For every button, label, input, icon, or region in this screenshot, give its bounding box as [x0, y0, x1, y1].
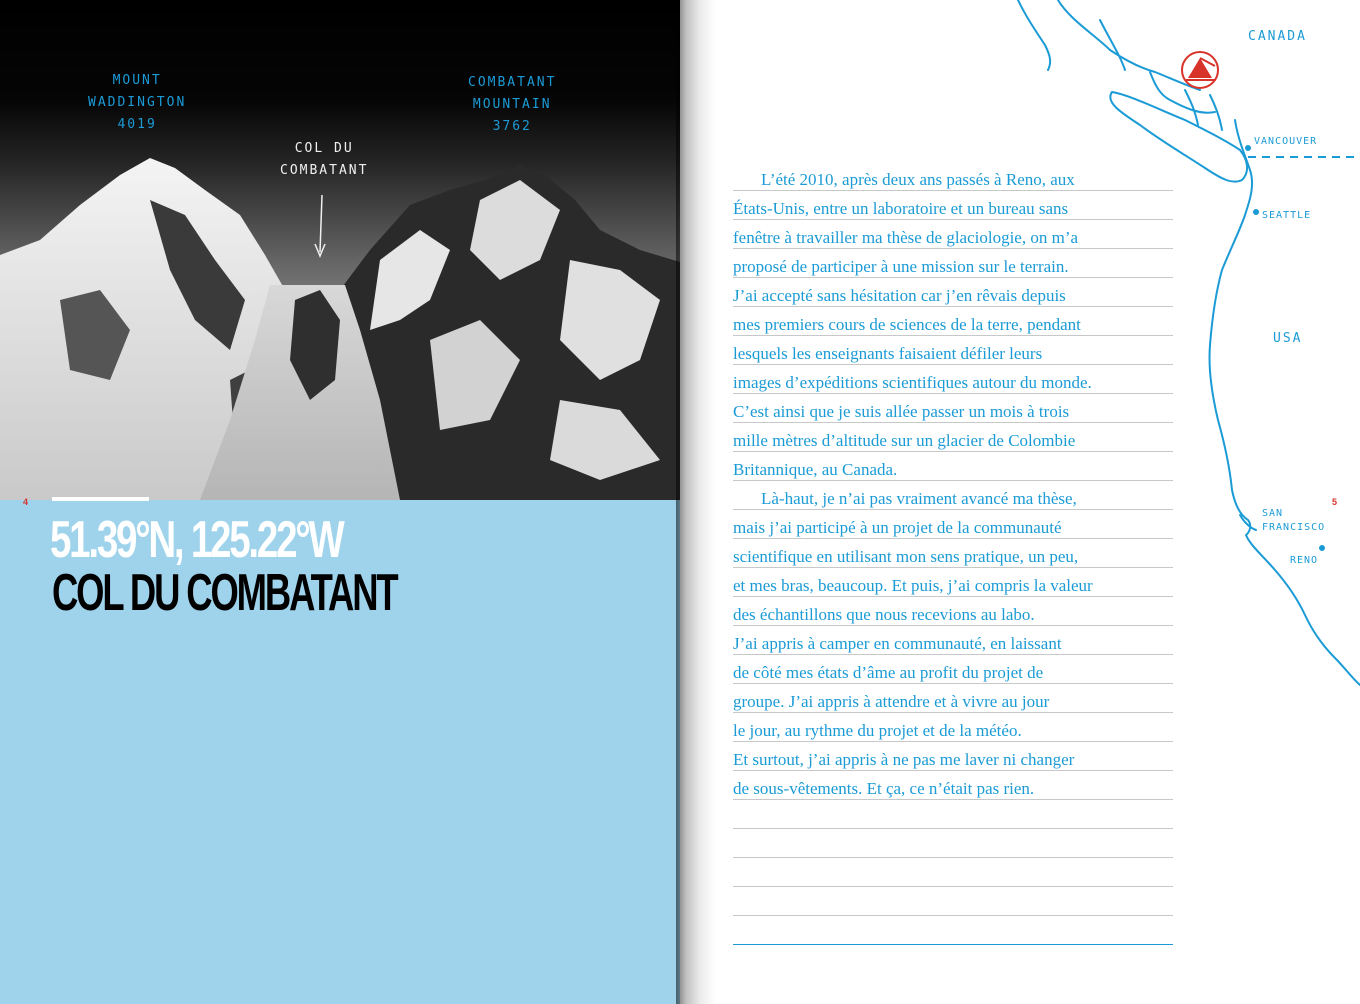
map-label-reno: RENO [1290, 555, 1319, 566]
text-line: C’est ainsi que je suis allée passer un mois à trois [733, 394, 1173, 423]
mountain-photo [0, 0, 680, 500]
page-number-right: 5 [1332, 497, 1338, 507]
text-line: J’ai accepté sans hésitation car j’en rêvais depuis [733, 278, 1173, 307]
coordinates-heading: 51.39°N, 125.22°W [50, 511, 343, 569]
text-line: Là-haut, je n’ai pas vraiment avancé ma thèse, [733, 481, 1173, 510]
label-col-du-combatant: COL DU COMBATANT [280, 141, 369, 178]
text-line: mes premiers cours de sciences de la terre, pendant [733, 307, 1173, 336]
text-line: de sous-vêtements. Et ça, ce n’était pas rien. [733, 771, 1173, 800]
empty-rule [733, 800, 1173, 829]
text-line: L’été 2010, après deux ans passés à Reno, aux [733, 162, 1173, 191]
text-line: J’ai appris à camper en communauté, en laissant [733, 626, 1173, 655]
text-line: Et surtout, j’ai appris à ne pas me laver ni changer [733, 742, 1173, 771]
label-mount-waddington: MOUNT WADDINGTON 4019 [88, 73, 187, 132]
text-line: le jour, au rythme du projet et de la météo. [733, 713, 1173, 742]
text-line: Britannique, au Canada. [733, 452, 1173, 481]
empty-rule [733, 858, 1173, 887]
text-line: images d’expéditions scientifiques autour du monde. [733, 365, 1173, 394]
text-line: États-Unis, entre un laboratoire et un bureau sans [733, 191, 1173, 220]
camp-tent-icon [1182, 52, 1218, 88]
text-line: scientifique en utilisant mon sens pratique, un peu, [733, 539, 1173, 568]
text-line: proposé de participer à une mission sur le terrain. [733, 249, 1173, 278]
map-label-seattle: SEATTLE [1262, 210, 1312, 221]
empty-rule [733, 887, 1173, 916]
text-line: des échantillons que nous recevions au labo. [733, 597, 1173, 626]
empty-rule [733, 916, 1173, 945]
map-label-vancouver: VANCOUVER [1254, 136, 1318, 147]
text-line: fenêtre à travailler ma thèse de glaciologie, on m’a [733, 220, 1173, 249]
text-line: groupe. J’ai appris à attendre et à vivre au jour [733, 684, 1173, 713]
map-label-san-francisco: SAN FRANCISCO [1262, 508, 1326, 533]
west-coast-map [1000, 0, 1360, 700]
empty-rule [733, 829, 1173, 858]
text-line: lesquels les enseignants faisaient défiler leurs [733, 336, 1173, 365]
map-label-usa: USA [1273, 331, 1303, 346]
map-label-canada: CANADA [1248, 29, 1307, 44]
place-title: COL DU COMBATANT [52, 564, 397, 622]
text-line: de côté mes états d’âme au profit du projet de [733, 655, 1173, 684]
title-rule [52, 497, 149, 501]
text-line: mais j’ai participé à un projet de la communauté [733, 510, 1173, 539]
label-combatant-mountain: COMBATANT MOUNTAIN 3762 [468, 75, 557, 134]
text-line: mille mètres d’altitude sur un glacier de Colombie [733, 423, 1173, 452]
page-number-left: 4 [23, 497, 29, 507]
text-line: et mes bras, beaucoup. Et puis, j’ai compris la valeur [733, 568, 1173, 597]
